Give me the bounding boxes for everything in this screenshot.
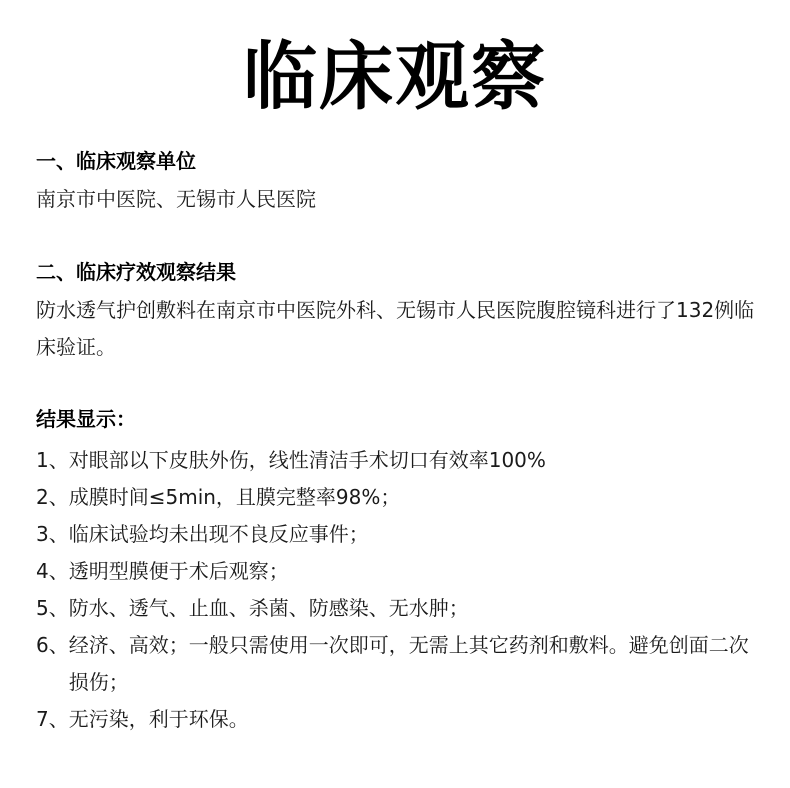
list-item-text: 对眼部以下皮肤外伤，线性清洁手术切口有效率100% <box>68 448 546 472</box>
list-item-number: 7、 <box>36 707 69 731</box>
list-item-number: 2、 <box>36 485 69 509</box>
list-item-text: 经济、高效；一般只需使用一次即可，无需上其它药剂和敷料。避免创面二次损伤； <box>68 633 749 694</box>
list-item <box>36 479 766 516</box>
list-item-text: 防水、透气、止血、杀菌、防感染、无水肿； <box>68 596 469 620</box>
list-item <box>36 590 766 627</box>
results-heading: 结果显示： <box>36 407 136 431</box>
list-item <box>36 701 766 738</box>
list-item-text: 临床试验均未出现不良反应事件； <box>68 522 369 546</box>
list-item-number: 1、 <box>36 448 69 472</box>
efficacy-results-text: 防水透气护创敷料在南京市中医院外科、无锡市人民医院腹腔镜科进行了132例临床验证。 <box>36 298 755 359</box>
section-heading-observation-units: 一、临床观察单位 <box>36 149 196 173</box>
list-item <box>36 516 766 553</box>
list-item <box>36 627 766 701</box>
list-item <box>36 442 766 479</box>
list-item <box>36 553 766 590</box>
page-title: 临床观察 <box>243 34 547 120</box>
list-item-text: 透明型膜便于术后观察； <box>68 559 289 583</box>
list-item-number: 3、 <box>36 522 69 546</box>
list-item-text: 成膜时间≤5min，且膜完整率98%； <box>68 485 401 509</box>
list-item-number: 5、 <box>36 596 69 620</box>
list-item-text: 无污染，利于环保。 <box>68 707 249 731</box>
section-heading-efficacy-results: 二、临床疗效观察结果 <box>36 260 236 284</box>
results-list <box>36 442 766 738</box>
observation-units-text: 南京市中医院、无锡市人民医院 <box>36 187 316 211</box>
list-item-number: 6、 <box>36 633 69 657</box>
list-item-number: 4、 <box>36 559 69 583</box>
